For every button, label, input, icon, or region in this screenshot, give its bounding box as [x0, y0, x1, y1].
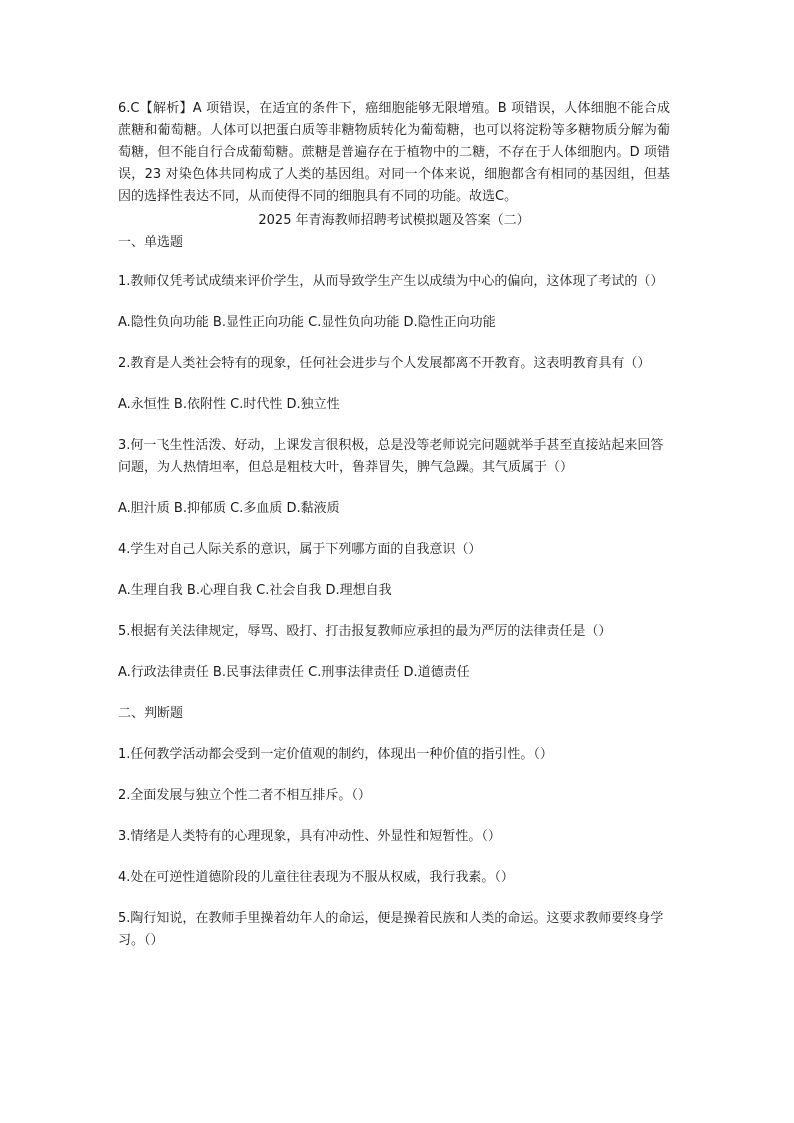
tf-question-5: 5.陶行知说，在教师手里操着幼年人的命运，便是操着民族和人类的命运。这要求教师要终身学习。（）: [118, 911, 664, 948]
mc-options-3: A.胆汁质 B.抑郁质 C.多血质 D.黏液质: [118, 501, 340, 516]
mc-question-3: 3.何一飞生性活泼、好动，上课发言很积极，总是没等老师说完问题就举手甚至直接站起来回答问题，为人热情坦率，但总是粗枝大叶，鲁莽冒失，脾气急躁。其气质属于（）: [118, 438, 664, 475]
mc-question-5: 5.根据有关法律规定，辱骂、殴打、打击报复教师应承担的最为严厉的法律责任是（）: [118, 624, 612, 639]
mc-options-2: A.永恒性 B.依附性 C.时代性 D.独立性: [118, 397, 340, 412]
tf-question-2: 2.全面发展与独立个性二者不相互排斥。（）: [118, 788, 371, 803]
answer-explanation: 6.C【解析】A 项错误，在适宜的条件下，癌细胞能够无限增殖。B 项错误，人体细胞不能合成蔗糖和葡萄糖。人体可以把蛋白质等非糖物质转化为葡萄糖，也可以将淀粉等多糖物质分解为葡萄糖，但不能自行合成葡萄糖。蔗糖是普遍存在于植物中的二糖，不存在于人体细胞内。D 项错误，23 对染色体共同构成了人类的基因组。对同一个体来说，细胞都含有相同的基因组，但基因的选择性表达不同，从而使得不同的细胞具有不同的功能。故选C。: [118, 101, 670, 204]
tf-question-1: 1.任何教学活动都会受到一定价值观的制约，体现出一种价值的指引性。（）: [118, 747, 553, 762]
mc-options-1: A.隐性负向功能 B.显性正向功能 C.显性负向功能 D.隐性正向功能: [118, 315, 496, 330]
mc-question-4: 4.学生对自己人际关系的意识，属于下列哪方面的自我意识（）: [118, 542, 482, 557]
tf-question-4: 4.处在可逆性道德阶段的儿童往往表现为不服从权威，我行我素。（）: [118, 870, 514, 885]
section-heading-true-false: 二、判断题: [118, 706, 184, 721]
mc-options-5: A.行政法律责任 B.民事法律责任 C.刑事法律责任 D.道德责任: [118, 665, 470, 680]
tf-question-3: 3.情绪是人类特有的心理现象，具有冲动性、外显性和短暂性。（）: [118, 829, 501, 844]
mc-question-2: 2.教育是人类社会特有的现象，任何社会进步与个人发展都离不开教育。这表明教育具有（）: [118, 356, 651, 371]
exam-title: 2025 年青海教师招聘考试模拟题及答案（二）: [258, 213, 530, 228]
mc-question-1: 1.教师仅凭考试成绩来评价学生，从而导致学生产生以成绩为中心的偏向，这体现了考试的（）: [118, 274, 664, 289]
section-heading-single-choice: 一、单选题: [118, 235, 184, 250]
mc-options-4: A.生理自我 B.心理自我 C.社会自我 D.理想自我: [118, 583, 392, 598]
document-content: [118, 98, 670, 952]
